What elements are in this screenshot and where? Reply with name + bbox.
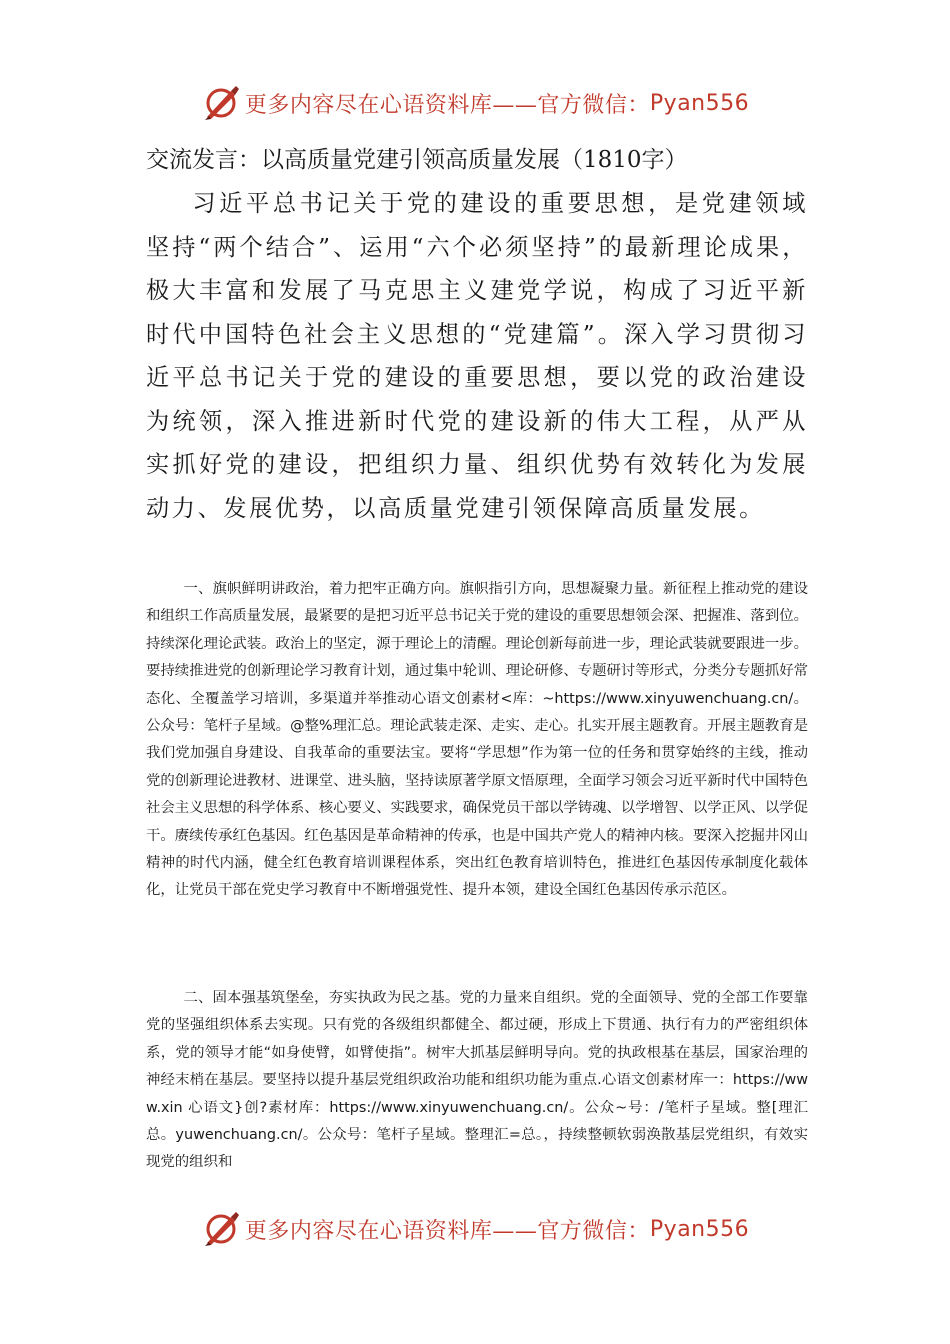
banner-wechat-id: Pyan556 — [649, 1216, 750, 1242]
header-banner — [0, 78, 950, 128]
body-paragraph: 一、旗帜鲜明讲政治，着力把牢正确方向。旗帜指引方向，思想凝聚力量。新征程上推动党的建设和组织工作高质量发展，最紧要的是把习近平总书记关于党的建设的重要思想领会深、把握准、落到位。持续深化理论武装。政治上的坚定，源于理论上的清醒。理论创新每前进一步，理论武装就要跟进一步。要持续推进党的创新理论学习教育计划，通过集中轮训、理论研修、专题研讨等形式，分类分专题抓好常态化、全覆盖学习培训，多渠道并举推动心语文创素材<库：~https://www.xinyuwenchuang.cn/。公众号：笔杆子星域。@整%理汇总。理论武装走深、走实、走心。扎实开展主题教育。开展主题教育是我们党加强自身建设、自我革命的重要法宝。要将“学思想”作为第一位的任务和贯穿始终的主线，推动党的创新理论进教材、进课堂、进头脑，坚持读原著学原文悟原理，全面学习领会习近平新时代中国特色社会主义思想的科学体系、核心要义、实践要求，确保党员干部以学铸魂、以学增智、以学正风、以学促干。赓续传承红色基因。红色基因是革命精神的传承，也是中国共产党人的精神内核。要深入挖掘井冈山精神的时代内涵，健全红色教育培训课程体系，突出红色教育培训特色，推进红色基因传承制度化载体化，让党员干部在党史学习教育中不断增强党性、提升本领，建设全国红色基因传承示范区。 — [146, 581, 808, 899]
banner-text: 更多内容尽在心语资料库——官方微信： — [244, 92, 650, 118]
footer-banner — [0, 1204, 950, 1254]
body-paragraph: 二、固本强基筑堡垒，夯实执政为民之基。党的力量来自组织。党的全面领导、党的全部工作要靠党的坚强组织体系去实现。只有党的各级组织都健全、都过硬，形成上下贯通、执行有力的严密组织体系，党的领导才能“如身使臂，如臂使指”。树牢大抓基层鲜明导向。党的执政根基在基层，国家治理的神经末梢在基层。要坚持以提升基层党组织政治功能和组织功能为重点.心语文创素材库一：https://www.xin 心语文}创?素材库：https://www.xinyuwenchuang.cn/。公众~号：/笔杆子星域。整[理汇总。yuwenchuang.cn/。公众号：笔杆子星域。整理汇=总。，持续整顿软弱涣散基层党组织，有效实现党的组织和 — [146, 990, 808, 1171]
pen-logo-icon — [201, 1209, 241, 1249]
document-title: 交流发言：以高质量党建引领高质量发展（1810字） — [146, 147, 688, 173]
banner-text: 更多内容尽在心语资料库——官方微信： — [244, 1218, 650, 1244]
pen-logo-icon — [201, 83, 241, 123]
intro-paragraph: 习近平总书记关于党的建设的重要思想，是党建领域坚持“两个结合”、运用“六个必须坚持”的最新理论成果，极大丰富和发展了马克思主义建党学说，构成了习近平新时代中国特色社会主义思想的“党建篇”。深入学习贯彻习近平总书记关于党的建设的重要思想，要以党的政治建设为统领，深入推进新时代党的建设新的伟大工程，从严从实抓好党的建设，把组织力量、组织优势有效转化为发展动力、发展优势，以高质量党建引领保障高质量发展。 — [146, 190, 808, 522]
banner-wechat-id: Pyan556 — [649, 90, 750, 116]
